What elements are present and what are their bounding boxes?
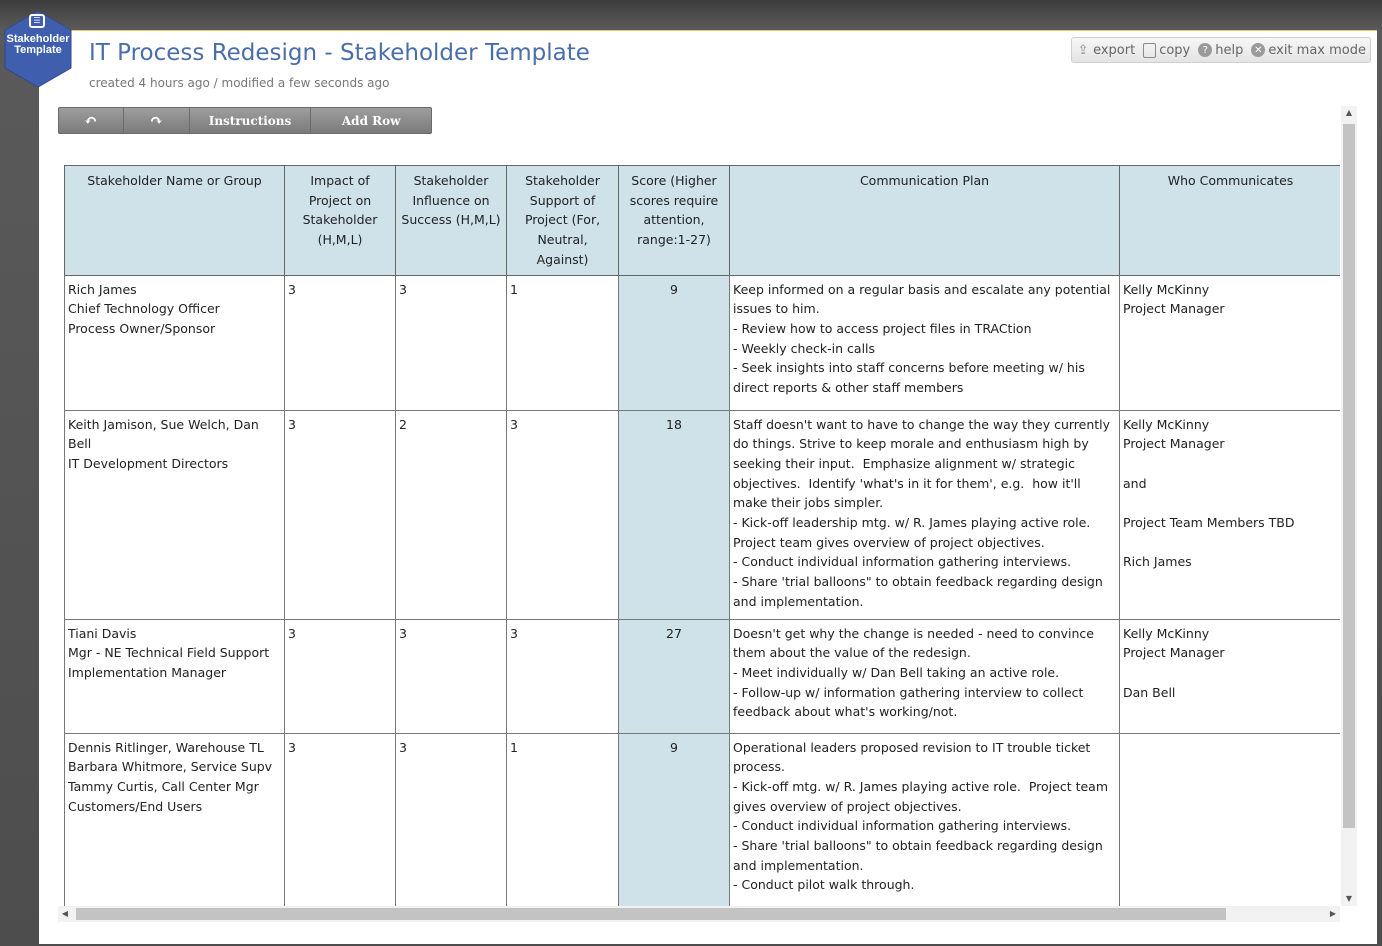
support-cell[interactable]: 3 (507, 410, 619, 619)
scroll-right-arrow-icon[interactable]: ▶ (1329, 909, 1337, 918)
who-communicates-cell[interactable] (1120, 733, 1341, 906)
stakeholder-cell[interactable]: Keith Jamison, Sue Welch, Dan Bell IT Development Directors (65, 410, 285, 619)
copy-button[interactable] (1143, 43, 1190, 58)
table-row (65, 275, 1341, 410)
influence-cell[interactable]: 3 (396, 619, 507, 733)
communication-plan-cell[interactable]: Keep informed on a regular basis and escalate any potential issues to him. - Review how to access project files in TRACtion - Weekly check-in calls - Seek insights into staff concerns before meeting w/ his direct reports & other staff members (730, 275, 1120, 410)
exit-max-mode-label: exit max mode (1268, 42, 1366, 58)
help-icon: ? (1198, 43, 1212, 57)
topbar-actions (1071, 37, 1371, 63)
score-cell: 18 (619, 410, 730, 619)
stakeholder-cell[interactable]: Dennis Ritlinger, Warehouse TL Barbara Whitmore, Service Supv Tammy Curtis, Call Center Mgr Customers/End Users (65, 733, 285, 906)
copy-label: copy (1159, 42, 1191, 58)
stakeholder-table (64, 165, 1340, 906)
stakeholder-cell[interactable]: Rich James Chief Technology Officer Process Owner/Sponsor (65, 275, 285, 410)
copy-icon (1143, 43, 1156, 58)
export-label: export (1093, 42, 1136, 58)
communication-plan-cell[interactable]: Doesn't get why the change is needed - need to convince them about the value of the redesign. - Meet individually w/ Dan Bell taking an active role. - Follow-up w/ information gathering interview to collect feedback about what's working/not. (730, 619, 1120, 733)
scroll-up-arrow-icon[interactable]: ▲ (1345, 108, 1353, 117)
support-cell[interactable]: 3 (507, 619, 619, 733)
help-button[interactable] (1198, 43, 1243, 58)
redo-button[interactable] (124, 108, 190, 133)
scroll-down-arrow-icon[interactable]: ▼ (1345, 894, 1353, 903)
support-cell[interactable]: 1 (507, 275, 619, 410)
vertical-scroll-thumb[interactable] (1343, 124, 1355, 828)
redo-icon: ↷ (149, 111, 163, 130)
template-badge (4, 10, 72, 88)
impact-cell[interactable]: 3 (285, 410, 396, 619)
undo-icon: ↶ (84, 111, 98, 130)
column-header[interactable]: Communication Plan (730, 166, 1120, 276)
add-row-button[interactable]: Add Row (341, 113, 401, 128)
score-cell: 27 (619, 619, 730, 733)
impact-cell[interactable]: 3 (285, 275, 396, 410)
horizontal-scrollbar[interactable] (58, 906, 1340, 922)
template-icon: ☰ (29, 14, 45, 28)
support-cell[interactable]: 1 (507, 733, 619, 906)
who-communicates-cell[interactable]: Kelly McKinny Project Manager Dan Bell (1120, 619, 1341, 733)
influence-cell[interactable]: 3 (396, 733, 507, 906)
export-icon: ⇪ (1077, 42, 1089, 58)
influence-cell[interactable]: 3 (396, 275, 507, 410)
stakeholder-grid (58, 140, 1340, 906)
stakeholder-cell[interactable]: Tiani Davis Mgr - NE Technical Field Support Implementation Manager (65, 619, 285, 733)
impact-cell[interactable]: 3 (285, 733, 396, 906)
table-row (65, 619, 1341, 733)
page-subtitle: created 4 hours ago / modified a few seconds ago (89, 76, 390, 90)
undo-button[interactable] (59, 108, 124, 133)
exit-max-mode-button[interactable] (1251, 43, 1366, 58)
close-icon: ✕ (1251, 43, 1265, 57)
who-communicates-cell[interactable]: Kelly McKinny Project Manager (1120, 275, 1341, 410)
page-title: IT Process Redesign - Stakeholder Template (89, 40, 590, 66)
communication-plan-cell[interactable]: Operational leaders proposed revision to IT trouble ticket process. - Kick-off mtg. w/ R. James playing active role. Project team gives overview of project objectives. - Conduct individual information gathering interviews. - Share 'trial balloons" to obtain feedback regarding design and implementation. - Conduct pilot walk through. (730, 733, 1120, 906)
table-header-row (65, 166, 1341, 276)
instructions-button[interactable]: Instructions (190, 108, 312, 133)
column-header[interactable]: Stakeholder Support of Project (For, Neutral, Against) (507, 166, 619, 276)
help-label: help (1215, 42, 1244, 58)
column-header[interactable]: Score (Higher scores require attention, range:1-27) (619, 166, 730, 276)
score-cell: 9 (619, 733, 730, 906)
score-cell: 9 (619, 275, 730, 410)
who-communicates-cell[interactable]: Kelly McKinny Project Manager and Project Team Members TBD Rich James (1120, 410, 1341, 619)
table-row (65, 733, 1341, 906)
export-button[interactable] (1076, 43, 1135, 58)
communication-plan-cell[interactable]: Staff doesn't want to have to change the way they currently do things. Strive to keep morale and enthusiasm high by seeking their input. Emphasize alignment w/ strategic objectives. Identify 'what's in it for them', e.g. how it'll make their jobs simpler. - Kick-off leadership mtg. w/ R. James playing active role. Project team gives overview of project objectives. - Conduct individual information gathering interviews. - Share 'trial balloons" to obtain feedback regarding design and implementation. (730, 410, 1120, 619)
badge-label: Stakeholder Template (6, 33, 70, 56)
horizontal-scroll-thumb[interactable] (76, 908, 1226, 920)
grid-toolbar (58, 107, 432, 134)
scroll-left-arrow-icon[interactable]: ◀ (61, 909, 69, 918)
column-header[interactable]: Who Communicates (1120, 166, 1341, 276)
column-header[interactable]: Stakeholder Name or Group (65, 166, 285, 276)
column-header[interactable]: Stakeholder Influence on Success (H,M,L) (396, 166, 507, 276)
table-row (65, 410, 1341, 619)
impact-cell[interactable]: 3 (285, 619, 396, 733)
influence-cell[interactable]: 2 (396, 410, 507, 619)
column-header[interactable]: Impact of Project on Stakeholder (H,M,L) (285, 166, 396, 276)
vertical-scrollbar[interactable] (1341, 106, 1357, 906)
